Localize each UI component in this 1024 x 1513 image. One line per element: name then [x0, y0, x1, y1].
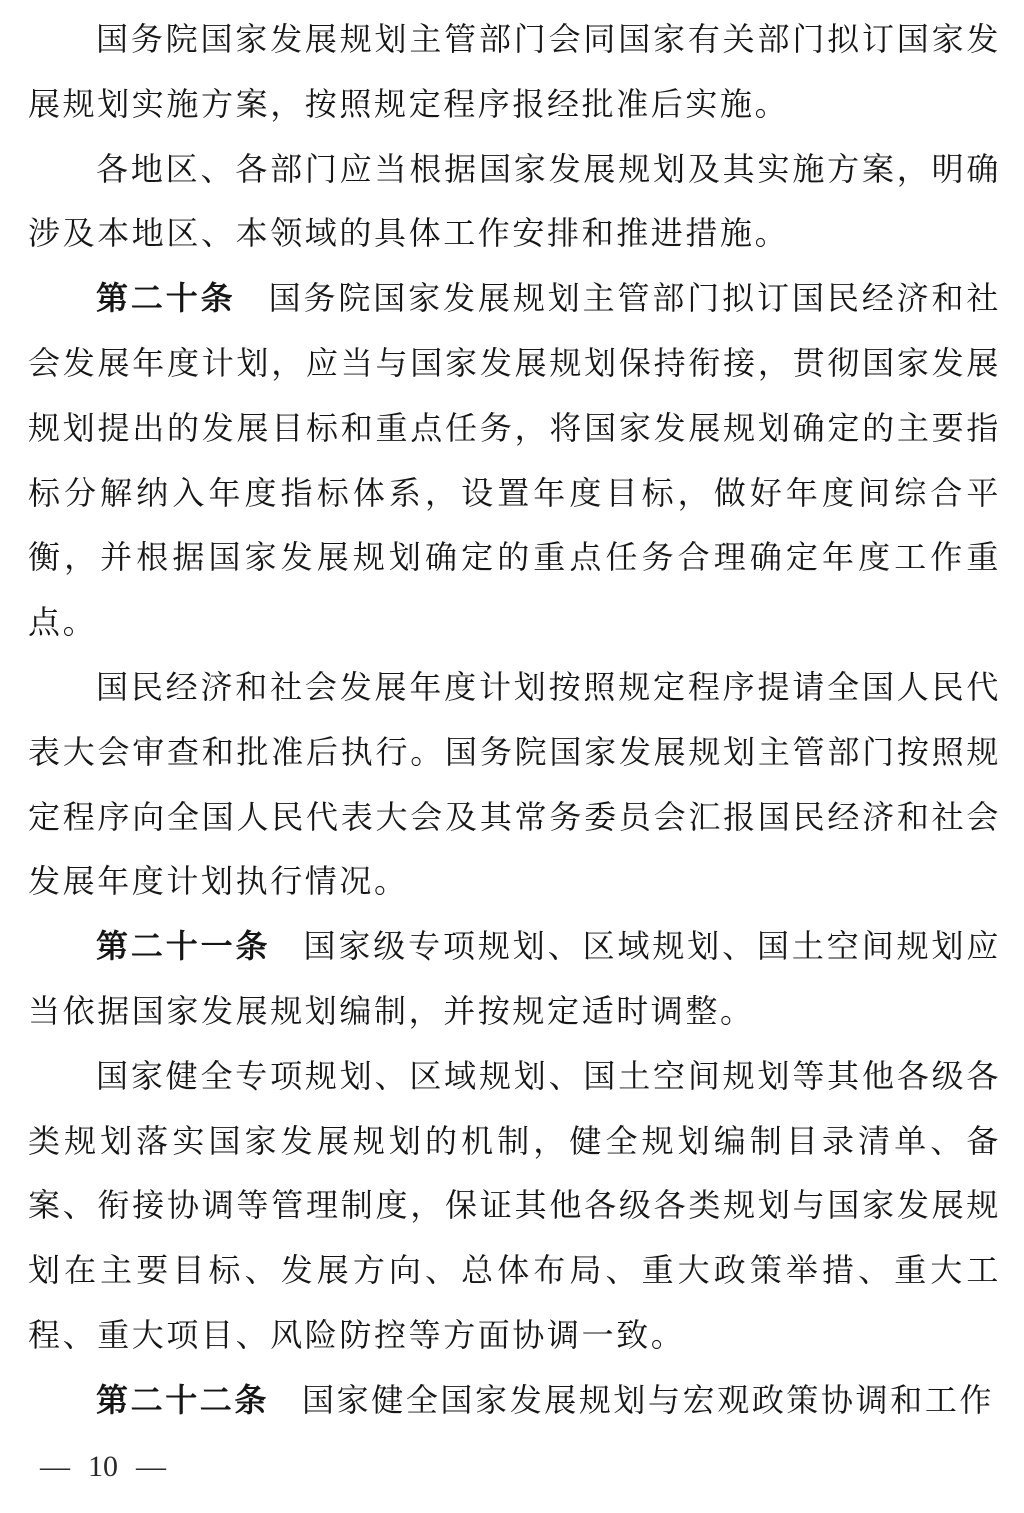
- article-21-text: 国家级专项规划、区域规划、国土空间规划应当依据国家发展规划编制，并按规定适时调整。: [28, 928, 1001, 1029]
- page-footer: [40, 1447, 166, 1487]
- article-21-paragraph: [28, 914, 1001, 1044]
- article-20-number: 第二十条: [96, 280, 236, 317]
- footer-right-dash: —: [136, 1450, 166, 1483]
- article-21-number: 第二十一条: [96, 928, 271, 965]
- article-22-text: 国家健全国家发展规划与宏观政策协调和工作: [302, 1381, 995, 1418]
- paragraph-implementation-plan: 国务院国家发展规划主管部门会同国家有关部门拟订国家发展规划实施方案，按照规定程序报经批准后实施。: [28, 21, 1001, 122]
- article-22-paragraph: [28, 1368, 1001, 1433]
- article-22-number: 第二十二条: [96, 1381, 270, 1418]
- page-number: 10: [88, 1450, 118, 1483]
- article-20-text: 国务院国家发展规划主管部门拟订国民经济和社会发展年度计划，应当与国家发展规划保持衔接，贯彻国家发展规划提出的发展目标和重点任务，将国家发展规划确定的主要指标分解纳入年度指标体系，设置年度目标，做好年度间综合平衡，并根据国家发展规划确定的重点任务合理确定年度工作重点。: [28, 280, 1001, 641]
- article-20-paragraph: [28, 266, 1001, 655]
- paragraph-regions-departments: 各地区、各部门应当根据国家发展规划及其实施方案，明确涉及本地区、本领域的具体工作安排和推进措施。: [28, 150, 1001, 252]
- paragraph-annual-plan-approval: 国民经济和社会发展年度计划按照规定程序提请全国人民代表大会审查和批准后执行。国务院国家发展规划主管部门按照规定程序向全国人民代表大会及其常务委员会汇报国民经济和社会发展年度计划执行情况。: [28, 668, 1001, 900]
- document-body: [28, 7, 1001, 1433]
- paragraph-planning-mechanism: 国家健全专项规划、区域规划、国土空间规划等其他各级各类规划落实国家发展规划的机制，健全规划编制目录清单、备案、衔接协调等管理制度，保证其他各级各类规划与国家发展规划在主要目标、发展方向、总体布局、重大政策举措、重大工程、重大项目、风险防控等方面协调一致。: [28, 1057, 1001, 1353]
- footer-left-dash: —: [40, 1450, 70, 1483]
